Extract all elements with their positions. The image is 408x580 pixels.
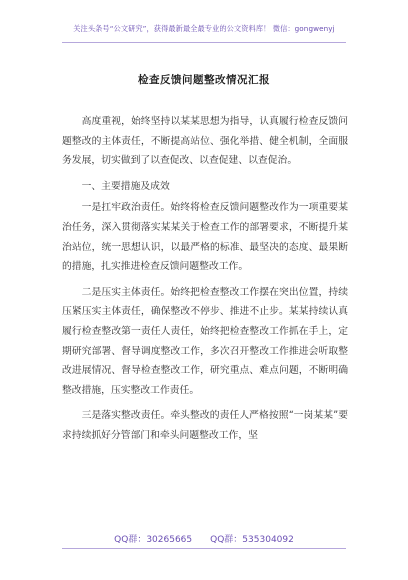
header-banner: 关注头条号“公文研究”，获得最新最全最专业的公文资料库！ 微信：gongwenyj [73,24,335,33]
qq-group-primary: QQ群：30265665 [114,535,193,545]
footer-contact [0,532,408,545]
body-paragraph: 二是压实主体责任。始终把检查整改工作摆在突出位置，持续压紧压实主体责任，确保整改不停步、推进不止步。某某持续认真履行检查整改第一责任人责任，始终把检查整改工作抓在手上，定期研究部署、督导调度整改工作，多次召开整改工作推进会听取整改进展情况、督导检查整改工作，研究重点、难点问题，不断明确整改措施，压实整改工作责任。 [62,286,348,396]
section-heading: 一、主要措施及成效 [81,180,170,192]
footer-divider [62,548,346,549]
document-body [62,112,348,452]
body-paragraph: 三是落实整改责任。牵头整改的责任人严格按照“一岗某某”要求持续抓好分管部门和牵头问题整改工作，坚 [62,410,348,441]
header-divider [62,42,346,43]
body-paragraph: 一是扛牢政治责任。始终将检查反馈问题整改作为一项重要某治任务，深入贯彻落实某某关于检查工作的部署要求，不断提升某治站位，统一思想认识，以最严格的标准、最坚决的态度、最果断的措施，扎实推进检查反馈问题整改工作。 [62,202,348,273]
qq-group-secondary: QQ群：535304092 [210,535,294,545]
document-title: 检查反馈问题整改情况汇报 [138,74,270,86]
intro-paragraph: 高度重视，始终坚持以某某思想为指导，认真履行检查反馈问题整改的主体责任，不断提高站位、强化举措、健全机制，全面服务发展，切实做到了以查促改、以查促建、以查促治。 [62,116,348,167]
